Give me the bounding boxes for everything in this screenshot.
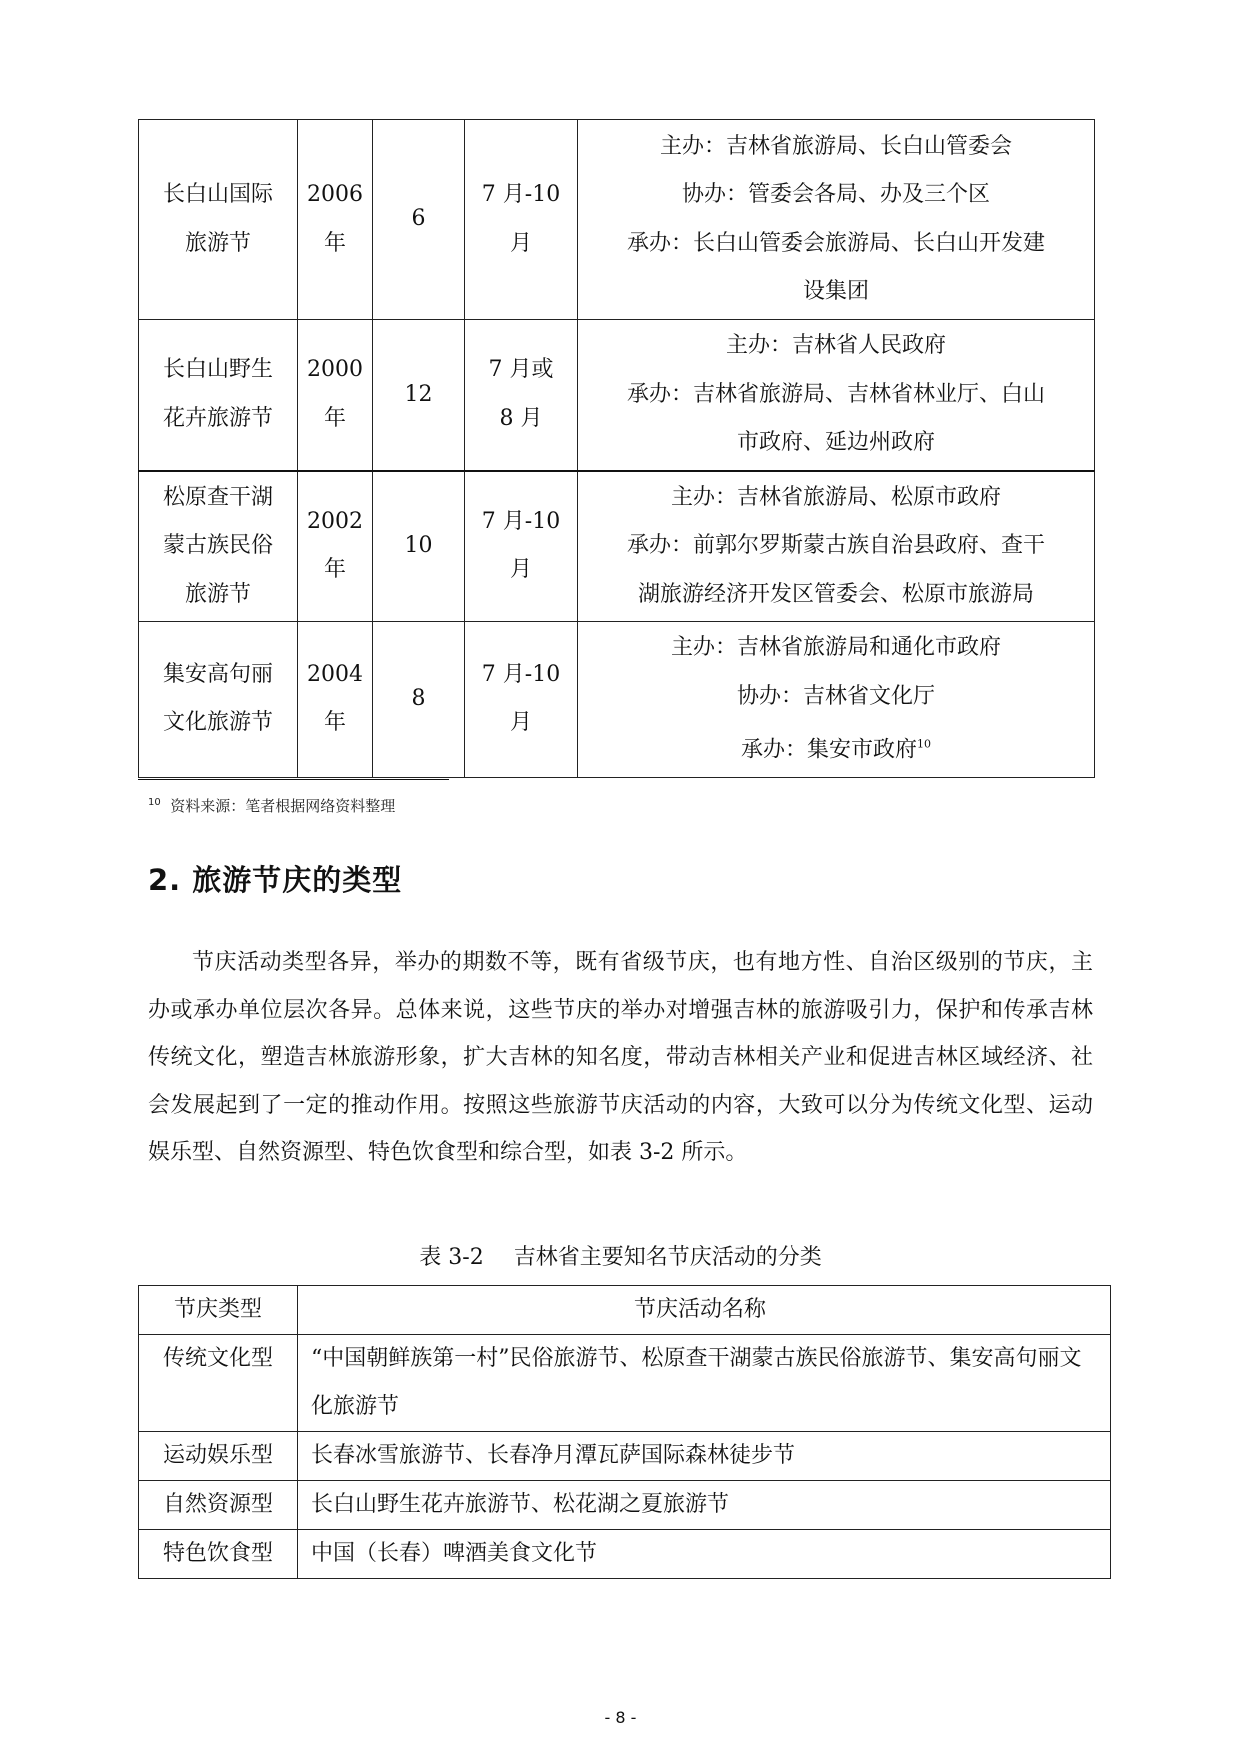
session-count-cell: 10 <box>373 471 465 622</box>
festival-names-cell: 中国（长春）啤酒美食文化节 <box>298 1530 1111 1579</box>
caption-title: 吉林省主要知名节庆活动的分类 <box>513 1245 822 1270</box>
festival-names-cell: 长春冰雪旅游节、长春净月潭瓦萨国际森林徒步节 <box>298 1432 1111 1481</box>
start-year-cell: 2006 年 <box>298 120 373 320</box>
festival-names-cell: 长白山野生花卉旅游节、松花湖之夏旅游节 <box>298 1481 1111 1530</box>
festival-type-cell: 特色饮食型 <box>139 1530 298 1579</box>
organizer-cell: 主办：吉林省旅游局、松原市政府 承办：前郭尔罗斯蒙古族自治县政府、查干 湖旅游经济开发区管委会、松原市旅游局 <box>578 471 1095 622</box>
table-row <box>139 1530 1111 1579</box>
time-cell: 7 月-10 月 <box>465 471 578 622</box>
time-cell: 7 月或 8 月 <box>465 320 578 471</box>
table-row <box>139 320 1095 471</box>
table-row <box>139 120 1095 320</box>
festival-name-cell: 长白山野生 花卉旅游节 <box>139 320 298 471</box>
footnote-separator <box>138 779 449 780</box>
section-heading: 2. 旅游节庆的类型 <box>148 863 403 897</box>
table-row <box>139 1481 1111 1530</box>
table-row <box>139 1335 1111 1432</box>
table-row <box>139 622 1095 778</box>
festival-type-cell: 传统文化型 <box>139 1335 298 1432</box>
session-count-cell: 8 <box>373 622 465 778</box>
table-header-row <box>139 1286 1111 1335</box>
organizer-cell: 主办：吉林省旅游局、长白山管委会 协办：管委会各局、办及三个区 承办：长白山管委会旅游局、长白山开发建 设集团 <box>578 120 1095 320</box>
start-year-cell: 2002 年 <box>298 471 373 622</box>
table-caption <box>0 1240 1241 1271</box>
footnote-text: 资料来源：笔者根据网络资料整理 <box>170 797 396 815</box>
festival-table <box>138 119 1095 778</box>
time-cell: 7 月-10 月 <box>465 120 578 320</box>
start-year-cell: 2000 年 <box>298 320 373 471</box>
table-row <box>139 471 1095 622</box>
page-number: - 8 - <box>604 1708 637 1727</box>
body-paragraph: 节庆活动类型各异，举办的期数不等，既有省级节庆，也有地方性、自治区级别的节庆，主办或承办单位层次各异。总体来说，这些节庆的举办对增强吉林的旅游吸引力，保护和传承吉林传统文化，塑造吉林旅游形象，扩大吉林的知名度，带动吉林相关产业和促进吉林区域经济、社会发展起到了一定的推动作用。按照这些旅游节庆活动的内容，大致可以分为传统文化型、运动娱乐型、自然资源型、特色饮食型和综合型，如表 3-2 所示。 <box>148 950 1093 1165</box>
session-count-cell: 12 <box>373 320 465 471</box>
header-cell-names: 节庆活动名称 <box>298 1286 1111 1335</box>
footnote <box>148 795 395 816</box>
header-cell-type: 节庆类型 <box>139 1286 298 1335</box>
festival-type-cell: 运动娱乐型 <box>139 1432 298 1481</box>
festival-classification-table <box>138 1285 1111 1579</box>
festival-names-cell: “中国朝鲜族第一村”民俗旅游节、松原查干湖蒙古族民俗旅游节、集安高句丽文化旅游节 <box>298 1335 1111 1432</box>
footnote-number: 10 <box>148 797 161 808</box>
table-row <box>139 1432 1111 1481</box>
time-cell: 7 月-10 月 <box>465 622 578 778</box>
festival-name-cell: 松原查干湖 蒙古族民俗 旅游节 <box>139 471 298 622</box>
organizer-cell: 主办：吉林省旅游局和通化市政府 协办：吉林省文化厅 承办：集安市政府$^{10}$ <box>578 622 1095 778</box>
session-count-cell: 6 <box>373 120 465 320</box>
festival-name-cell: 长白山国际 旅游节 <box>139 120 298 320</box>
organizer-cell: 主办：吉林省人民政府 承办：吉林省旅游局、吉林省林业厅、白山 市政府、延边州政府 <box>578 320 1095 471</box>
festival-type-cell: 自然资源型 <box>139 1481 298 1530</box>
festival-name-cell: 集安高句丽 文化旅游节 <box>139 622 298 778</box>
caption-number: 表 3-2 <box>419 1245 484 1270</box>
start-year-cell: 2004 年 <box>298 622 373 778</box>
footnote-reference: 10 <box>917 738 931 751</box>
